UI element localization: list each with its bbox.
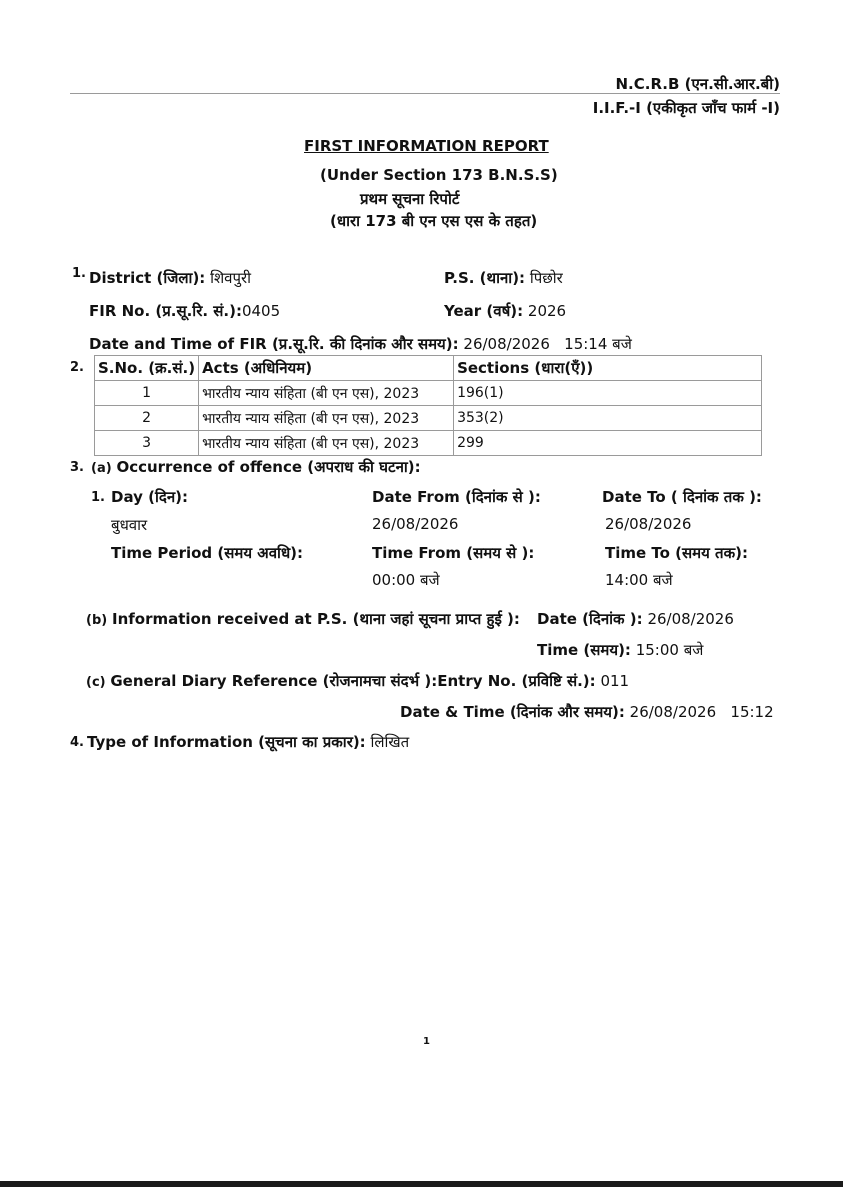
occurrence-sub-number: 1.: [91, 490, 105, 505]
row-section: 196(1): [454, 381, 762, 406]
ps-label: P.S. (थाना):: [444, 269, 526, 287]
table-row: [95, 406, 762, 431]
district-row: [89, 268, 251, 288]
year-value: 2026: [527, 302, 567, 320]
row-act: भारतीय न्याय संहिता (बी एन एस), 2023: [199, 406, 454, 431]
time-to-label: Time To (समय तक):: [605, 544, 748, 562]
item3-number: 3.: [70, 460, 84, 475]
report-section-hindi: (धारा 173 बी एन एस एस के तहत): [330, 212, 538, 230]
fir-datetime-row: [89, 334, 632, 354]
header-acts: Acts (अधिनियम): [199, 356, 454, 381]
time-from-label: Time From (समय से ):: [372, 544, 535, 562]
info-received-time-value: 15:00 बजे: [635, 641, 704, 659]
info-received-time-label: Time (समय):: [537, 641, 631, 659]
day-label: Day (दिन):: [111, 488, 188, 506]
ncrb-code: N.C.R.B (एन.सी.आर.बी): [615, 75, 780, 93]
item4-number: 4.: [70, 735, 84, 750]
date-from-value: 26/08/2026: [372, 515, 459, 533]
info-received-label: Information received at P.S. (थाना जहां सूचना प्राप्त हुई ):: [111, 610, 520, 628]
time-to-value: 14:00 बजे: [605, 571, 673, 589]
row-act: भारतीय न्याय संहिता (बी एन एस), 2023: [199, 381, 454, 406]
table-row: [95, 431, 762, 456]
occurrence-marker: (a): [91, 461, 112, 476]
bottom-border: [0, 1181, 843, 1187]
occurrence-heading: [91, 457, 421, 477]
fir-datetime-value: 26/08/2026 15:14 बजे: [463, 335, 632, 353]
acts-table-header: [95, 356, 762, 381]
info-received-time-row: [537, 640, 703, 660]
general-diary-row: [86, 671, 629, 691]
row-sno: 2: [95, 406, 199, 431]
info-received-marker: (b): [86, 613, 108, 628]
time-from-value: 00:00 बजे: [372, 571, 440, 589]
fir-label: FIR No. (प्र.सू.रि. सं.):: [89, 302, 242, 320]
info-type-value: लिखित: [370, 733, 410, 751]
occurrence-label: Occurrence of offence (अपराध की घटना):: [116, 458, 421, 476]
general-diary-marker: (c): [86, 675, 106, 690]
row-sno: 3: [95, 431, 199, 456]
row-act: भारतीय न्याय संहिता (बी एन एस), 2023: [199, 431, 454, 456]
table-row: [95, 381, 762, 406]
header-sections: Sections (धारा(एँ)): [454, 356, 762, 381]
entry-no-value: 011: [600, 672, 630, 690]
district-value: शिवपुरी: [210, 269, 252, 287]
general-diary-datetime-label: Date & Time (दिनांक और समय):: [400, 703, 625, 721]
fir-value: 0405: [241, 302, 281, 320]
general-diary-datetime-row: [400, 702, 774, 722]
general-diary-datetime-value: 26/08/2026 15:12: [629, 703, 774, 721]
report-title: FIRST INFORMATION REPORT: [304, 137, 549, 155]
header-sno: S.No. (क्र.सं.): [95, 356, 199, 381]
report-section: (Under Section 173 B.N.S.S): [320, 166, 558, 184]
acts-table: [94, 355, 762, 456]
ps-value: पिछोर: [529, 269, 563, 287]
info-received-date-row: [537, 609, 734, 629]
date-to-value: 26/08/2026: [605, 515, 692, 533]
header-divider: [70, 93, 780, 94]
police-station-row: [444, 268, 563, 288]
report-title-hindi: प्रथम सूचना रिपोर्ट: [360, 190, 460, 208]
iif-code: I.I.F.-I (एकीकृत जाँच फार्म -I): [592, 99, 780, 117]
item2-number: 2.: [70, 360, 84, 375]
day-value: बुधवार: [111, 516, 148, 534]
fir-number-row: [89, 301, 280, 321]
row-section: 353(2): [454, 406, 762, 431]
info-received-date-label: Date (दिनांक ):: [537, 610, 643, 628]
row-section: 299: [454, 431, 762, 456]
year-row: [444, 301, 566, 321]
district-label: District (जिला):: [89, 269, 206, 287]
info-type-row: [87, 732, 409, 752]
info-received-row: [86, 609, 520, 629]
info-received-date-value: 26/08/2026: [647, 610, 734, 628]
date-from-label: Date From (दिनांक से ):: [372, 488, 541, 506]
time-period-label: Time Period (समय अवधि):: [111, 544, 304, 562]
row-sno: 1: [95, 381, 199, 406]
page-number: 1: [423, 1036, 430, 1047]
info-type-label: Type of Information (सूचना का प्रकार):: [87, 733, 366, 751]
general-diary-label: General Diary Reference (रोजनामचा संदर्भ ):: [110, 672, 438, 690]
entry-no-label: Entry No. (प्रविष्टि सं.):: [437, 672, 596, 690]
year-label: Year (वर्ष):: [444, 302, 524, 320]
fir-datetime-label: Date and Time of FIR (प्र.सू.रि. की दिनांक और समय):: [89, 335, 459, 353]
date-to-label: Date To ( दिनांक तक ):: [602, 488, 762, 506]
item1-number: 1.: [72, 266, 86, 281]
